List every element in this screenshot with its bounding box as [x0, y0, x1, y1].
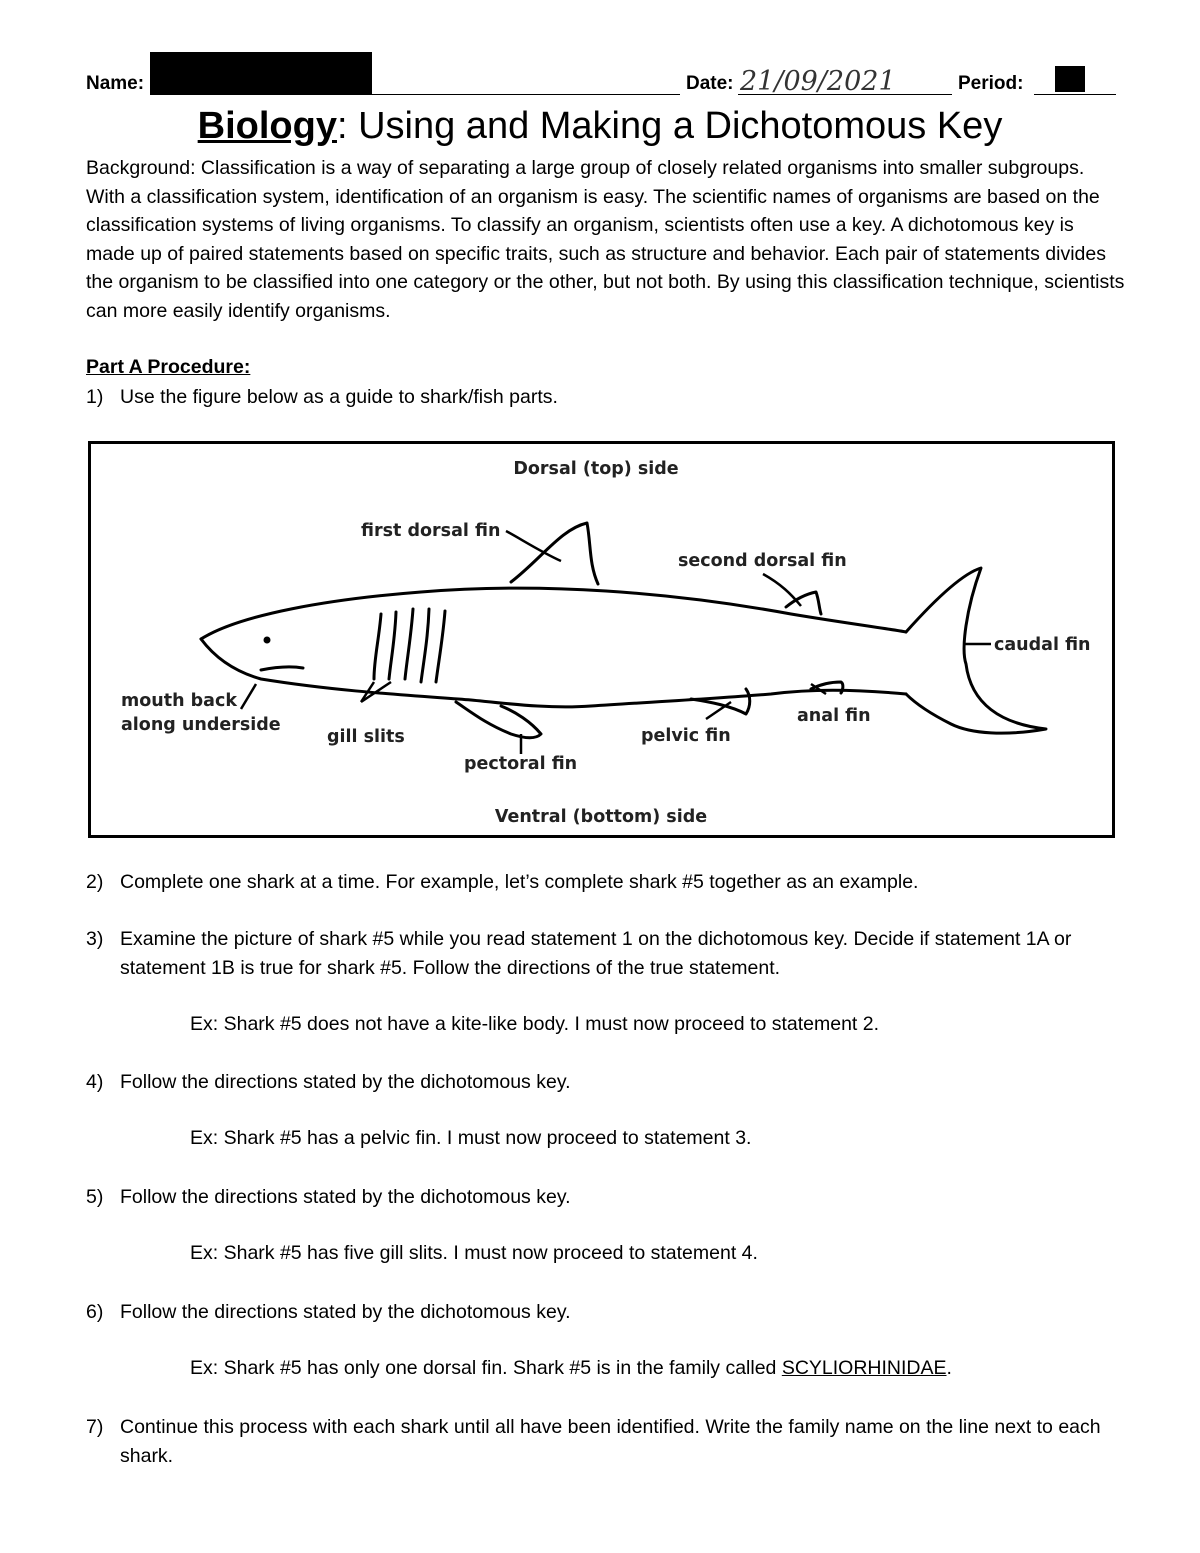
- shark-mouth: [261, 667, 303, 670]
- first-dorsal-fin-shape: [511, 523, 598, 584]
- example-1: Ex: Shark #5 does not have a kite-like body. I must now proceed to statement 2.: [190, 1013, 880, 1035]
- step-number: 7): [86, 1416, 104, 1438]
- step-number: 1): [86, 386, 104, 408]
- example-4-prefix: Ex: Shark #5 has only one dorsal fin. Shark #5 is in the family called: [190, 1357, 782, 1379]
- second-dorsal-fin-label: second dorsal fin: [678, 551, 847, 571]
- dorsal-side-label: Dorsal (top) side: [513, 459, 679, 479]
- step-text: Continue this process with each shark until all have been identified. Write the family name on the line next to each shark.: [120, 1416, 1101, 1467]
- period-label: Period:: [958, 73, 1024, 94]
- shark-diagram: [91, 444, 1112, 835]
- mouth-label-line2: along underside: [121, 715, 281, 735]
- step-text: Follow the directions stated by the dichotomous key.: [120, 1301, 571, 1323]
- page-title: [0, 103, 1200, 149]
- pectoral-fin-label: pectoral fin: [464, 754, 578, 774]
- step-number: 3): [86, 928, 104, 950]
- shark-body-bottom: [201, 639, 906, 707]
- name-label: Name:: [86, 73, 145, 94]
- step-text: Use the figure below as a guide to shark/fish parts.: [120, 386, 558, 408]
- gill-slit-2: [389, 612, 396, 679]
- date-label: Date:: [686, 73, 734, 94]
- gill-slits-label: gill slits: [327, 727, 405, 747]
- period-line: [1034, 94, 1116, 95]
- step-text: Follow the directions stated by the dichotomous key.: [120, 1071, 571, 1093]
- title-subject: Biology: [197, 105, 337, 147]
- step-text: Follow the directions stated by the dichotomous key.: [120, 1186, 571, 1208]
- pelvic-fin-label: pelvic fin: [641, 726, 731, 746]
- leader-mouth: [241, 684, 256, 709]
- caudal-fin-label: caudal fin: [994, 635, 1091, 655]
- pectoral-fin-shape: [456, 702, 541, 738]
- gill-slit-5: [436, 611, 445, 682]
- name-line: [150, 94, 680, 95]
- ventral-side-label: Ventral (bottom) side: [494, 807, 708, 827]
- example-3: Ex: Shark #5 has five gill slits. I must now proceed to statement 4.: [190, 1242, 758, 1264]
- background-paragraph: Background: Classification is a way of separating a large group of closely related organisms into smaller subgroups. With a classification system, identification of an organism is easy. The scientific names of organisms are based on the classification systems of living organisms. To classify an organism, scientists often use a key. A dichotomous key is made up of paired statements based on specific traits, such as structure and behavior. Each pair of statements divides the organism to be classified into one category or the other, but not both. By using this classification technique, scientists can more easily identify organisms.: [86, 157, 1125, 322]
- period-redaction: [1055, 66, 1085, 92]
- shark-eye: [264, 637, 271, 644]
- example-2: Ex: Shark #5 has a pelvic fin. I must now proceed to statement 3.: [190, 1127, 752, 1149]
- anal-fin-label: anal fin: [797, 706, 871, 726]
- example-4-suffix: .: [946, 1357, 952, 1379]
- mouth-label-line1: mouth back: [121, 691, 237, 711]
- gill-slit-4: [421, 609, 429, 682]
- step-number: 5): [86, 1186, 104, 1208]
- part-a-heading: Part A Procedure:: [86, 356, 251, 378]
- gill-slit-1: [374, 614, 381, 679]
- title-rest: : Using and Making a Dichotomous Key: [336, 105, 1003, 147]
- date-value: 21/09/2021: [740, 66, 896, 97]
- first-dorsal-fin-label: first dorsal fin: [361, 521, 501, 541]
- step-text: Examine the picture of shark #5 while you read statement 1 on the dichotomous key. Decide if statement 1A or statement 1B is true for shark #5. Follow the directions of the true statement.: [120, 928, 1072, 979]
- example-4: [190, 1357, 952, 1380]
- shark-figure: [88, 441, 1115, 838]
- step-text: Complete one shark at a time. For example, let’s complete shark #5 together as an example.: [120, 871, 919, 893]
- shark-body-top: [201, 588, 906, 639]
- gill-slit-3: [405, 609, 413, 679]
- step-number: 2): [86, 871, 104, 893]
- date-line: [738, 94, 952, 95]
- leader-second-dorsal: [763, 574, 801, 606]
- step-number: 4): [86, 1071, 104, 1093]
- step-number: 6): [86, 1301, 104, 1323]
- family-answer: SCYLIORHINIDAE: [781, 1357, 947, 1379]
- name-redaction: [150, 52, 372, 95]
